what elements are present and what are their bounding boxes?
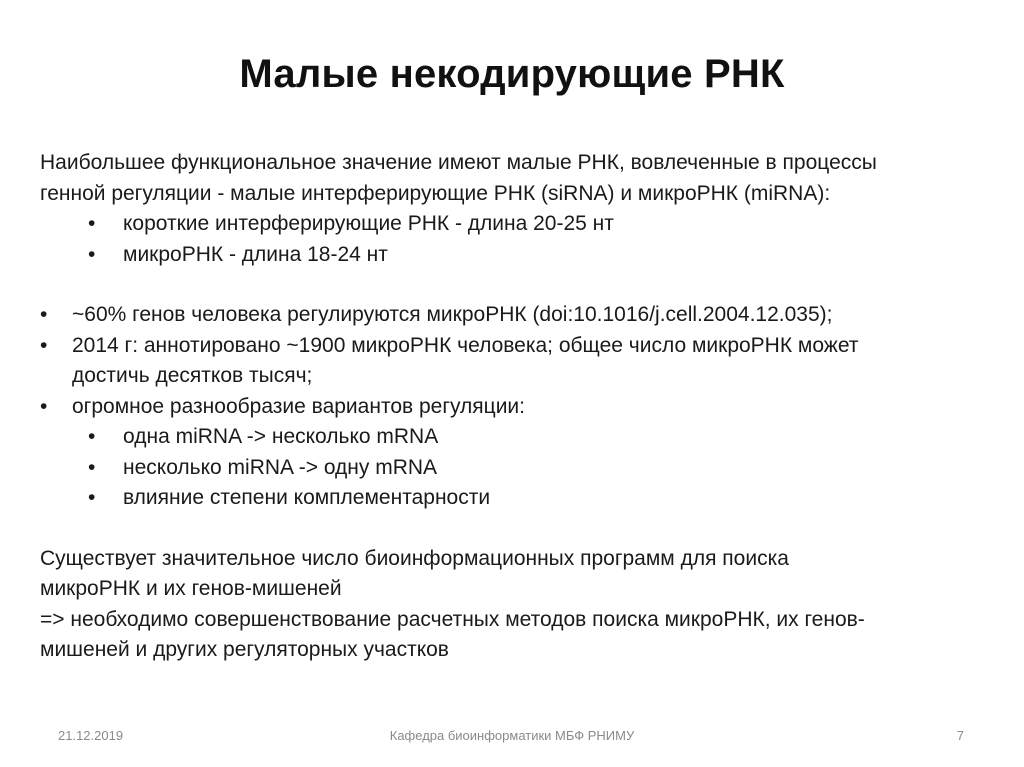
sublist-item-complementarity bbox=[40, 483, 990, 514]
bullet-icon: • bbox=[88, 486, 96, 509]
spacer bbox=[40, 514, 990, 544]
sublist-item-one-to-many bbox=[40, 422, 990, 453]
intro-line-2: генной регуляции - малые интерферирующие РНК (siRNA) и микроРНК (miRNA): bbox=[40, 181, 831, 205]
list-item-text: короткие интерферирующие РНК - длина 20-25 нт bbox=[123, 212, 614, 235]
intro-line-1: Наибольшее функциональное значение имеют малые РНК, вовлеченные в процессы bbox=[40, 151, 877, 174]
bullet-icon: • bbox=[40, 303, 48, 326]
conclusion-line-2: микроРНК и их генов-мишеней bbox=[40, 577, 342, 600]
conclusion-line-4: мишеней и других регуляторных участков bbox=[40, 638, 449, 661]
footer-page-number: 7 bbox=[956, 728, 964, 743]
bullet-icon: • bbox=[40, 333, 48, 357]
list-item-text: влияние степени комплементарности bbox=[123, 486, 491, 509]
sublist-item-many-to-one bbox=[40, 453, 990, 484]
list-item-regulation-diversity bbox=[40, 392, 990, 423]
list-item-text: достичь десятков тысяч; bbox=[72, 364, 313, 387]
bullet-icon: • bbox=[40, 394, 48, 418]
list-item-mirna-length bbox=[40, 240, 990, 271]
footer-department: Кафедра биоинформатики МБФ РНИМУ bbox=[389, 728, 635, 743]
list-item-mirna-annotated-continued bbox=[40, 361, 990, 392]
bullet-icon: • bbox=[88, 455, 96, 479]
conclusion-line-3: => необходимо совершенствование расчетных методов поиска микроРНК, их генов- bbox=[40, 607, 865, 631]
spacer bbox=[40, 270, 990, 300]
list-item-text: микроРНК - длина 18-24 нт bbox=[123, 242, 388, 266]
slide-title: Малые некодирующие РНК bbox=[239, 52, 785, 96]
bullet-icon: • bbox=[88, 212, 96, 235]
footer-date: 21.12.2019 bbox=[58, 728, 124, 743]
bullet-icon: • bbox=[88, 425, 96, 448]
list-item-mirna-annotated bbox=[40, 331, 990, 362]
bullet-icon: • bbox=[88, 242, 96, 266]
list-item-sirna-length bbox=[40, 209, 990, 240]
conclusion-line-1: Существует значительное число биоинформационных программ для поиска bbox=[40, 546, 789, 570]
list-item-text: несколько miRNA -> одну mRNA bbox=[123, 455, 438, 479]
list-item-text: огромное разнообразие вариантов регуляции: bbox=[72, 394, 525, 418]
list-item-text: одна miRNA -> несколько mRNA bbox=[123, 425, 439, 448]
list-item-text: 2014 г: аннотировано ~1900 микроРНК человека; общее число микроРНК может bbox=[72, 333, 859, 357]
list-item-text: ~60% генов человека регулируются микроРНК (doi:10.1016/j.cell.2004.12.035); bbox=[72, 303, 833, 326]
list-item-genes-regulated bbox=[40, 300, 990, 331]
slide-body bbox=[40, 148, 990, 666]
